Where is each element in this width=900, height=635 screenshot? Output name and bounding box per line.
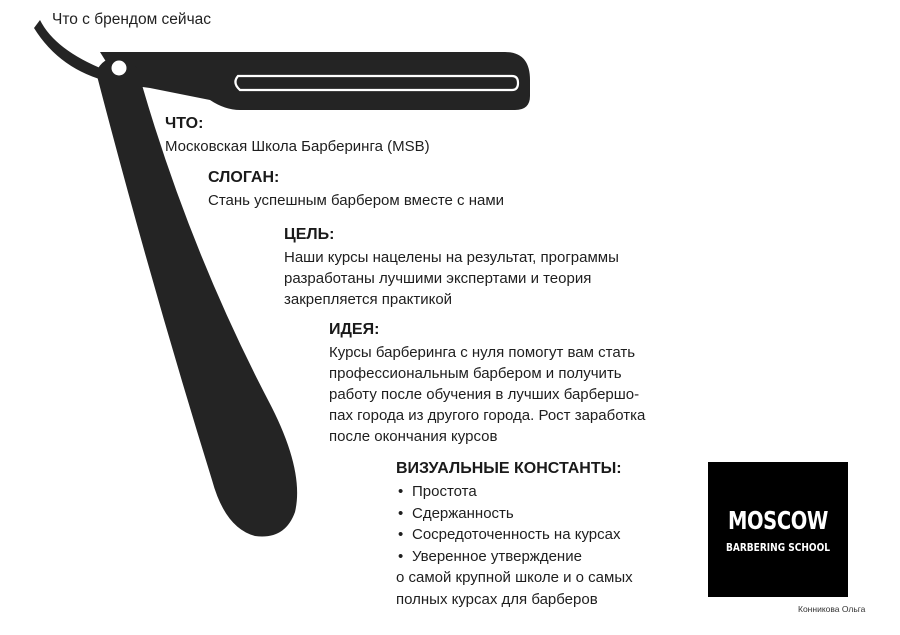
idea-section [329,320,719,447]
what-heading: ЧТО: [165,115,204,132]
logo-main-text: MOSCOW [727,506,829,535]
list-item [396,524,696,546]
bullet-icon: • [398,526,404,543]
goal-heading: ЦЕЛЬ: [284,226,335,243]
goal-section [284,225,704,310]
visual-note-line: о самой крупной школе и о самых [396,569,633,586]
goal-text-line: Наши курсы нацелены на результат, программы [284,249,619,266]
idea-text-line: профессиональным барбером и получить [329,365,622,382]
visual-note-line: полных курсах для барберов [396,590,598,608]
visual-constants-section [396,459,696,610]
page-title: Что с брендом сейчас [52,11,212,28]
idea-heading: ИДЕЯ: [329,321,380,338]
slogan-section [208,168,504,211]
slogan-heading: СЛОГАН: [208,169,280,186]
slogan-text: Стань успешным барбером вместе с нами [208,192,505,209]
bullet-icon: • [398,504,404,522]
list-item [396,503,696,525]
idea-text-line: после окончания курсов [329,428,498,445]
brand-logo [708,462,848,597]
list-item-label: Простота [412,483,477,500]
what-text: Московская Школа Барберинга (MSB) [165,138,430,155]
list-item-label: Сосредоточенность на курсах [412,526,621,543]
list-item-label: Сдержанность [412,504,514,522]
visual-constants-heading: ВИЗУАЛЬНЫЕ КОНСТАНТЫ: [396,460,622,477]
goal-text-line: разработаны лучшими экспертами и теория [284,270,592,287]
list-item-label: Уверенное утверждение [412,547,582,565]
what-section [165,114,430,157]
logo-sub-text: BARBERING SCHOOL [726,541,830,554]
idea-text-line: работу после обучения в лучших барбершо- [329,386,640,403]
bullet-icon: • [398,483,404,500]
idea-text-line: Курсы барберинга с нуля помогут вам стать [329,344,636,361]
bullet-icon: • [398,547,404,565]
list-item [396,481,696,503]
list-item [396,546,696,568]
author-credit: Конникова Ольга [798,604,866,614]
visual-constants-list [396,481,696,567]
goal-text-line: закрепляется практикой [284,291,453,308]
idea-text-line: пах города из другого города. Рост заработка [329,407,646,424]
